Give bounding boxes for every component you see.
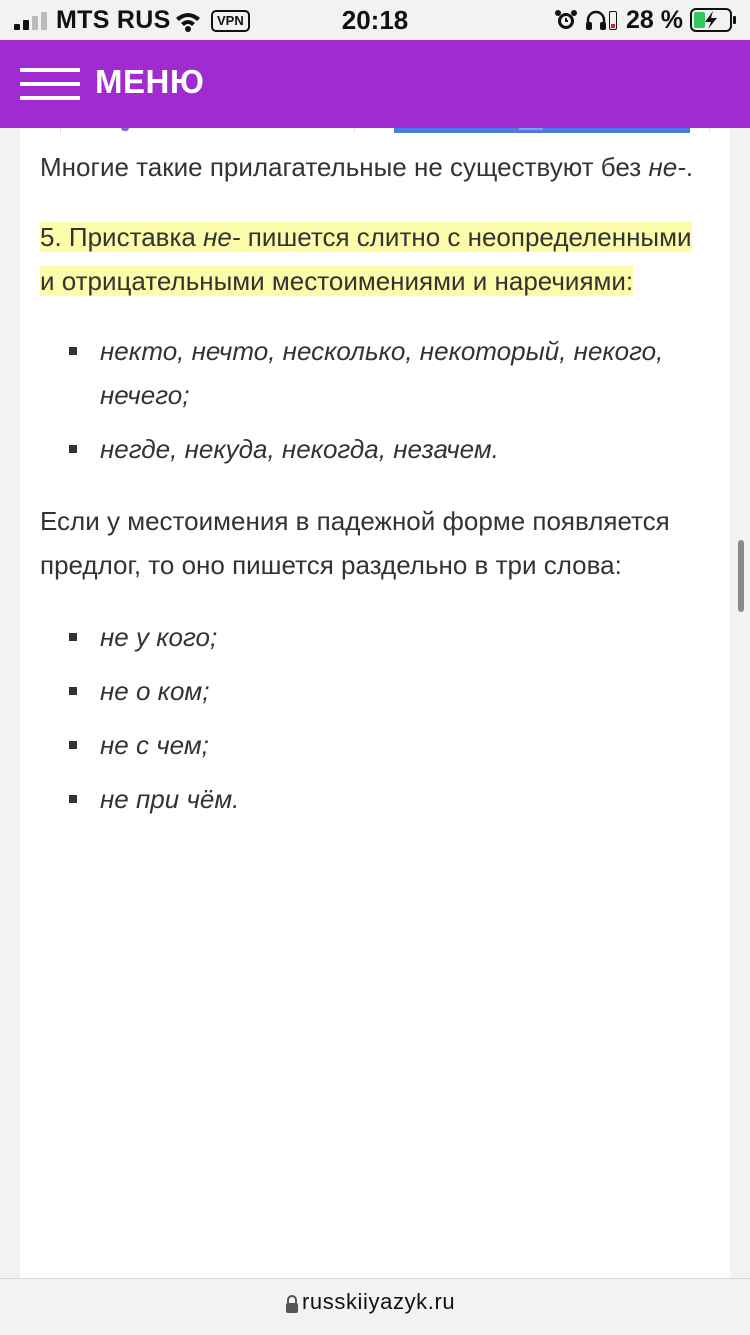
rule-5 — [40, 215, 710, 303]
clock: 20:18 — [341, 5, 409, 35]
list-item: не о ком; — [40, 669, 710, 713]
list-item: некто, нечто, несколько, некоторый, некого, нечего; — [40, 329, 710, 417]
table-border — [709, 128, 710, 133]
list-item: не при чём. — [40, 777, 710, 821]
vpn-badge: VPN — [211, 10, 250, 32]
text: . — [685, 152, 694, 182]
examples-list — [40, 329, 710, 471]
carrier-name: MTS RUS — [56, 6, 171, 34]
highlighted-rule — [40, 222, 692, 296]
alarm-icon — [555, 9, 577, 31]
lock-icon — [285, 1294, 299, 1314]
list-item: негде, некуда, некогда, незачем. — [40, 427, 710, 471]
article-content — [40, 145, 710, 821]
list-item: не у кого; — [40, 615, 710, 659]
battery-percent: 28 % — [626, 6, 683, 34]
emphasis: не- — [203, 222, 241, 252]
text: пишется слитно с неопределенными и отрицательными местоимениями и наречиями: — [40, 222, 692, 296]
list-item: не с чем; — [40, 723, 710, 767]
paragraph — [40, 145, 710, 189]
headphones-icon — [585, 9, 607, 31]
text: Многие такие прилагательные не существуют без — [40, 152, 649, 182]
emphasis: не- — [648, 152, 686, 182]
paragraph: Если у местоимения в падежной форме появляется предлог, то оно пишется раздельно в три слова: — [40, 506, 670, 580]
hamburger-menu-icon[interactable] — [20, 68, 80, 100]
scrollbar[interactable] — [738, 540, 744, 612]
text: 5. Приставка — [40, 222, 204, 252]
browser-address-bar[interactable] — [0, 1278, 750, 1335]
menu-button[interactable]: МЕНЮ — [95, 63, 205, 100]
table-border — [354, 128, 355, 133]
status-bar — [0, 0, 750, 40]
examples-list — [40, 615, 710, 821]
battery-charging-icon — [690, 8, 738, 32]
site-header — [0, 40, 750, 128]
headphones-battery-icon — [609, 10, 617, 30]
decoration — [519, 128, 543, 130]
url-text[interactable]: russkiiyazyk.ru — [302, 1289, 456, 1314]
decoration — [121, 128, 129, 131]
table-border — [60, 128, 61, 133]
